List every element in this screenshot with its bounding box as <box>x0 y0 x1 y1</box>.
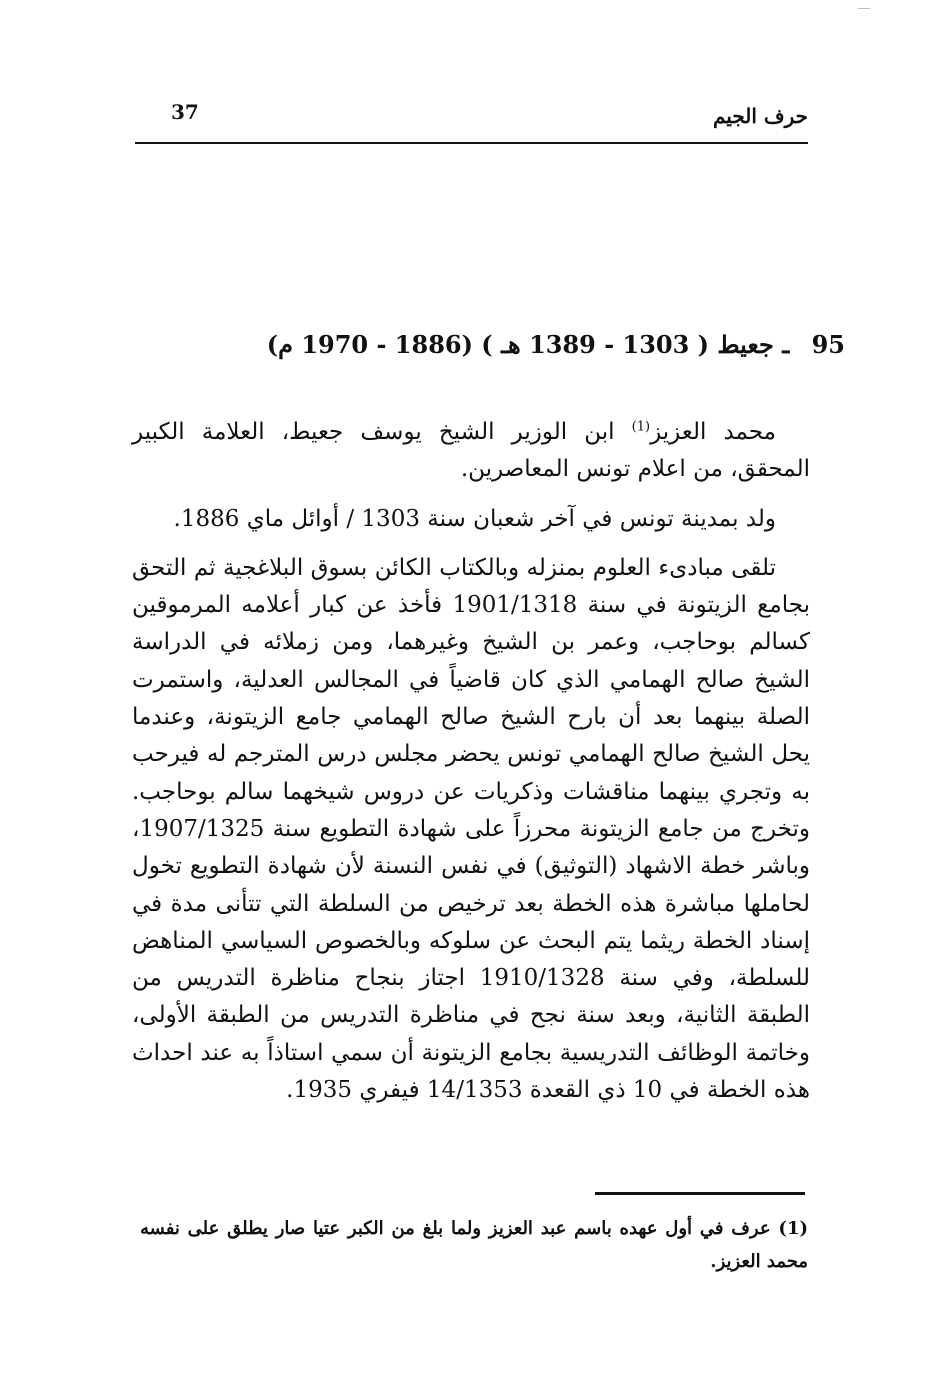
entry-title: جعيط ( 1303 - 1389 هـ ) (1886 - 1970 م) <box>266 330 774 359</box>
page-header <box>135 96 808 144</box>
paragraph-3: تلقى مبادىء العلوم بمنزله وبالكتاب الكائن بسوق البلاغجية ثم التحق بجامع الزيتونة في سنة 1901/1318 فأخذ عن كبار أعلامه المرموقين كسالم بوحاجب، وعمر بن الشيخ وغيرهما، ومن زملائه في الدراسة الشيخ صالح الهمامي الذي كان قاضياً في المجالس العدلية، واستمرت الصلة بينهما بعد أن بارح الشيخ صالح الهمامي جامع الزيتونة، وعندما يحل الشيخ صالح الهمامي تونس يحضر مجلس درس المترجم له فيرحب به وتجري بينهما مناقشات وذكريات عن دروس شيخهما سالم بوحاجب. وتخرج من جامع الزيتونة محرزاً على شهادة التطويع سنة 1907/1325، وباشر خطة الاشهاد (التوثيق) في نفس النسنة لأن شهادة التطويع تخول لحاملها مباشرة هذه الخطة بعد ترخيص من السلطة التي تتأنى مدة في إسناد الخطة ريثما يتم البحث عن سلوكه وبالخصوص السياسي المناهض للسلطة، وفي سنة 1910/1328 اجتاز بنجاح مناظرة التدريس من الطبقة الثانية، وبعد سنة نجح في مناظرة التدريس من الطبقة الأولى، وخاتمة الوظائف التدريسية بجامع الزيتونة أن سمي استاذاً به عند احداث هذه الخطة في 10 ذي القعدة 14/1353 فيفري 1935. <box>132 554 810 1104</box>
footnote-rule <box>595 1192 805 1195</box>
body-text <box>132 414 810 1121</box>
entry-heading <box>266 330 845 359</box>
running-title: حرف الجيم <box>713 104 808 128</box>
footnote-reference: (1) <box>631 419 651 435</box>
entry-number: 95 <box>811 330 845 359</box>
subject-name: محمد العزيز <box>650 419 776 445</box>
entry-dash: ـ <box>782 330 790 359</box>
footnote: (1) عرف في أول عهده باسم عبد العزيز ولما بلغ من الكبر عتيا صار يطلق على نفسه محمد العزيز. <box>140 1218 808 1272</box>
paragraph-2: ولد بمدينة تونس في آخر شعبان سنة 1303 / أوائل ماي 1886. <box>173 505 776 532</box>
header-rule <box>135 142 808 144</box>
scan-mark <box>858 8 870 9</box>
page-number: 37 <box>171 100 199 124</box>
paragraph-1 <box>132 414 810 489</box>
paragraph-1-text: ابن الوزير الشيخ يوسف جعيط، العلامة الكبير المحقق، من اعلام تونس المعاصرين. <box>132 419 810 483</box>
